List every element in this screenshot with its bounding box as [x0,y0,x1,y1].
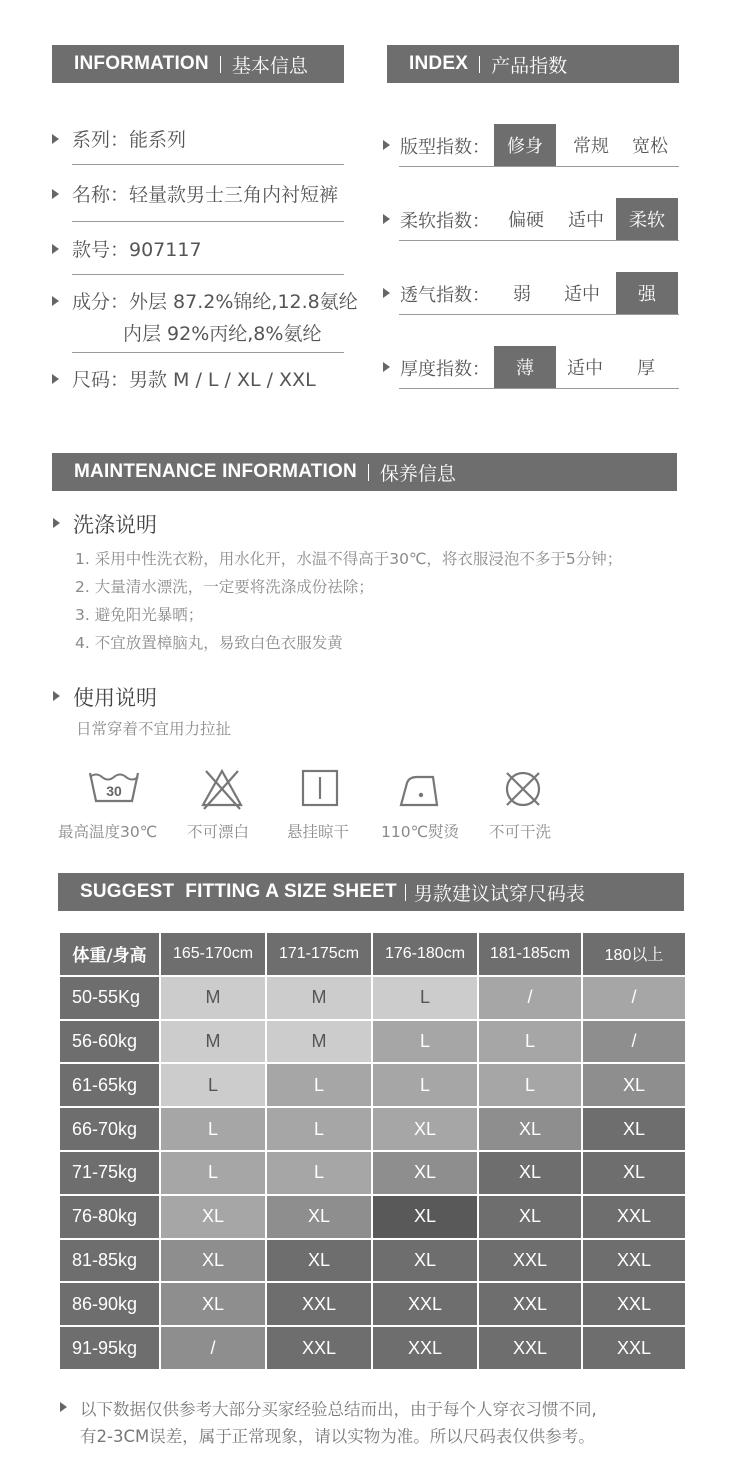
table-row [59,1020,686,1064]
table-row [59,1107,686,1151]
bullet-triangle-icon [52,189,59,199]
size-cell: M [160,976,266,1020]
table-row [59,976,686,1020]
wash-30-icon [86,765,142,813]
table-row [59,1063,686,1107]
size-cell: XL [582,1063,686,1107]
wash-item-2: 2. 大量清水漂洗，一定要将洗涤成份祛除； [75,578,374,596]
index-fit-option-loose: 宽松 [632,136,668,157]
index-header [387,45,679,83]
size-cell: XXL [582,1326,686,1370]
size-cell: XL [160,1282,266,1326]
usage-instructions-title: 使用说明 [73,686,157,710]
size-cell: / [160,1326,266,1370]
size-cell: XXL [266,1282,372,1326]
size-cell: L [478,1020,582,1064]
size-cell: M [160,1020,266,1064]
maintenance-header [52,453,677,491]
index-softness-option-hard: 偏硬 [508,210,544,231]
info-code-text: 款号：907117 [72,239,202,261]
size-cell: / [478,976,582,1020]
size-cell: L [372,1063,478,1107]
size-cell: XXL [582,1239,686,1283]
size-cell: L [266,1151,372,1195]
index-thickness-option-medium: 适中 [567,358,603,379]
wash-temp-number: 30 [106,783,122,799]
info-divider [72,274,344,275]
information-header-en: INFORMATION [74,53,209,74]
care-caption-iron: 110℃熨烫 [381,823,459,841]
information-header [52,45,344,83]
wash-instructions-title: 洗涤说明 [73,513,157,537]
index-divider [399,314,679,315]
size-row-header: 66-70kg [59,1107,160,1151]
size-row-header: 71-75kg [59,1151,160,1195]
bullet-triangle-icon [383,288,390,298]
index-fit-option-slim: 修身 [494,124,556,166]
size-cell: M [266,976,372,1020]
size-cell: XXL [372,1326,478,1370]
index-softness-option-soft: 柔软 [616,198,678,240]
care-caption-dryclean: 不可干洗 [489,823,552,841]
size-cell: XL [582,1151,686,1195]
index-divider [399,240,679,241]
index-divider [399,388,679,389]
size-cell: XL [372,1151,478,1195]
size-note-line1: 以下数据仅供参考大部分买家经验总结而出，由于每个人穿衣习惯不同, [80,1400,597,1419]
size-row-header: 86-90kg [59,1282,160,1326]
wash-item-4: 4. 不宜放置樟脑丸，易致白色衣服发黄 [75,634,343,652]
size-cell: XL [478,1195,582,1239]
size-cell: XL [160,1195,266,1239]
info-name-text: 名称：轻量款男士三角内衬短裤 [72,184,339,206]
bullet-triangle-icon [53,691,60,701]
size-sheet-header-en: SUGGEST FITTING A SIZE SHEET [80,881,397,902]
care-caption-hang: 悬挂晾干 [287,823,350,841]
bullet-triangle-icon [52,134,59,144]
size-cell: XXL [478,1326,582,1370]
index-thickness-option-thick: 厚 [637,358,655,379]
index-breathability-label: 透气指数： [400,285,490,306]
care-caption-bleach: 不可漂白 [187,823,250,841]
index-breathability-option-weak: 弱 [513,284,531,305]
size-cell: L [160,1151,266,1195]
size-cell: L [372,976,478,1020]
index-thickness-option-thin: 薄 [494,346,556,388]
size-cell: XL [160,1239,266,1283]
size-col-header: 181-185cm [478,932,582,976]
size-note-line2: 有2-3CM误差，属于正常现象，请以实物为准。所以尺码表仅供参考。 [80,1427,595,1446]
table-row [59,1282,686,1326]
size-col-header: 180以上 [582,932,686,976]
size-cell: XXL [478,1282,582,1326]
size-row-header: 56-60kg [59,1020,160,1064]
index-row-breathability [383,272,679,314]
index-divider [399,166,679,167]
info-composition-text: 成分：外层 87.2%锦纶,12.8氨纶 [72,291,358,313]
size-row-header: 91-95kg [59,1326,160,1370]
no-dry-clean-icon [499,765,547,813]
size-row-header: 61-65kg [59,1063,160,1107]
size-cell: XL [478,1151,582,1195]
bullet-triangle-icon [383,362,390,372]
info-divider [72,221,344,222]
header-divider [405,884,406,901]
bullet-triangle-icon [52,244,59,254]
size-cell: XXL [582,1195,686,1239]
index-row-softness [383,198,679,240]
bullet-triangle-icon [52,296,59,306]
index-breathability-option-medium: 适中 [564,284,600,305]
size-row-header: 81-85kg [59,1239,160,1283]
index-row-fit [383,124,679,166]
size-cell: L [160,1107,266,1151]
care-caption-wash: 最高温度30℃ [58,823,158,841]
maintenance-header-en: MAINTENANCE INFORMATION [74,461,357,482]
bullet-triangle-icon [383,140,390,150]
maintenance-header-cn: 保养信息 [379,462,456,485]
index-softness-option-medium: 适中 [568,210,604,231]
bullet-triangle-icon [383,214,390,224]
info-divider [72,352,344,353]
size-table-corner: 体重/身高 [59,932,160,976]
size-cell: XL [372,1239,478,1283]
size-cell: XL [266,1239,372,1283]
size-cell: XL [266,1195,372,1239]
header-divider [220,56,221,73]
size-cell: XL [372,1195,478,1239]
index-breathability-option-strong: 强 [616,272,678,314]
size-cell: L [160,1063,266,1107]
info-composition-text-line2: 内层 92%丙纶,8%氨纶 [123,323,322,345]
size-table [58,931,687,1371]
size-cell: / [582,976,686,1020]
index-fit-option-regular: 常规 [573,136,609,157]
index-row-thickness [383,346,679,388]
table-row [59,1239,686,1283]
size-cell: XXL [372,1282,478,1326]
size-col-header: 176-180cm [372,932,478,976]
size-cell: L [266,1107,372,1151]
size-table-header-row [59,932,686,976]
info-series-text: 系列：能系列 [72,129,187,151]
bullet-triangle-icon [60,1402,67,1412]
size-cell: XL [582,1107,686,1151]
info-divider [72,164,344,165]
size-row-header: 50-55Kg [59,976,160,1020]
index-header-en: INDEX [409,53,469,74]
index-header-cn: 产品指数 [491,54,568,77]
size-row-header: 76-80kg [59,1195,160,1239]
size-cell: L [266,1063,372,1107]
bullet-triangle-icon [52,374,59,384]
header-divider [368,464,369,481]
size-col-header: 171-175cm [266,932,372,976]
info-size-text: 尺码：男款 M / L / XL / XXL [72,369,316,391]
index-softness-label: 柔软指数： [400,211,490,232]
wash-item-3: 3. 避免阳光暴晒； [75,606,204,624]
size-cell: XXL [266,1326,372,1370]
size-sheet-header-cn: 男款建议试穿尺码表 [413,882,585,905]
size-cell: XXL [582,1282,686,1326]
size-sheet-header [58,873,684,911]
hang-dry-shade-icon [297,765,345,813]
index-thickness-label: 厚度指数： [400,359,490,380]
iron-110-icon [397,765,445,813]
no-bleach-icon [198,765,246,813]
size-cell: L [372,1020,478,1064]
information-header-cn: 基本信息 [231,54,308,77]
usage-instructions-text: 日常穿着不宜用力拉扯 [76,720,232,738]
bullet-triangle-icon [53,518,60,528]
table-row [59,1195,686,1239]
header-divider [479,56,480,73]
table-row [59,1326,686,1370]
size-cell: / [582,1020,686,1064]
size-col-header: 165-170cm [160,932,266,976]
index-fit-label: 版型指数： [400,137,490,158]
size-cell: XL [372,1107,478,1151]
size-cell: L [478,1063,582,1107]
size-cell: M [266,1020,372,1064]
table-row [59,1151,686,1195]
size-cell: XL [478,1107,582,1151]
size-cell: XXL [478,1239,582,1283]
wash-item-1: 1. 采用中性洗衣粉，用水化开，水温不得高于30℃，将衣服浸泡不多于5分钟； [75,550,623,568]
